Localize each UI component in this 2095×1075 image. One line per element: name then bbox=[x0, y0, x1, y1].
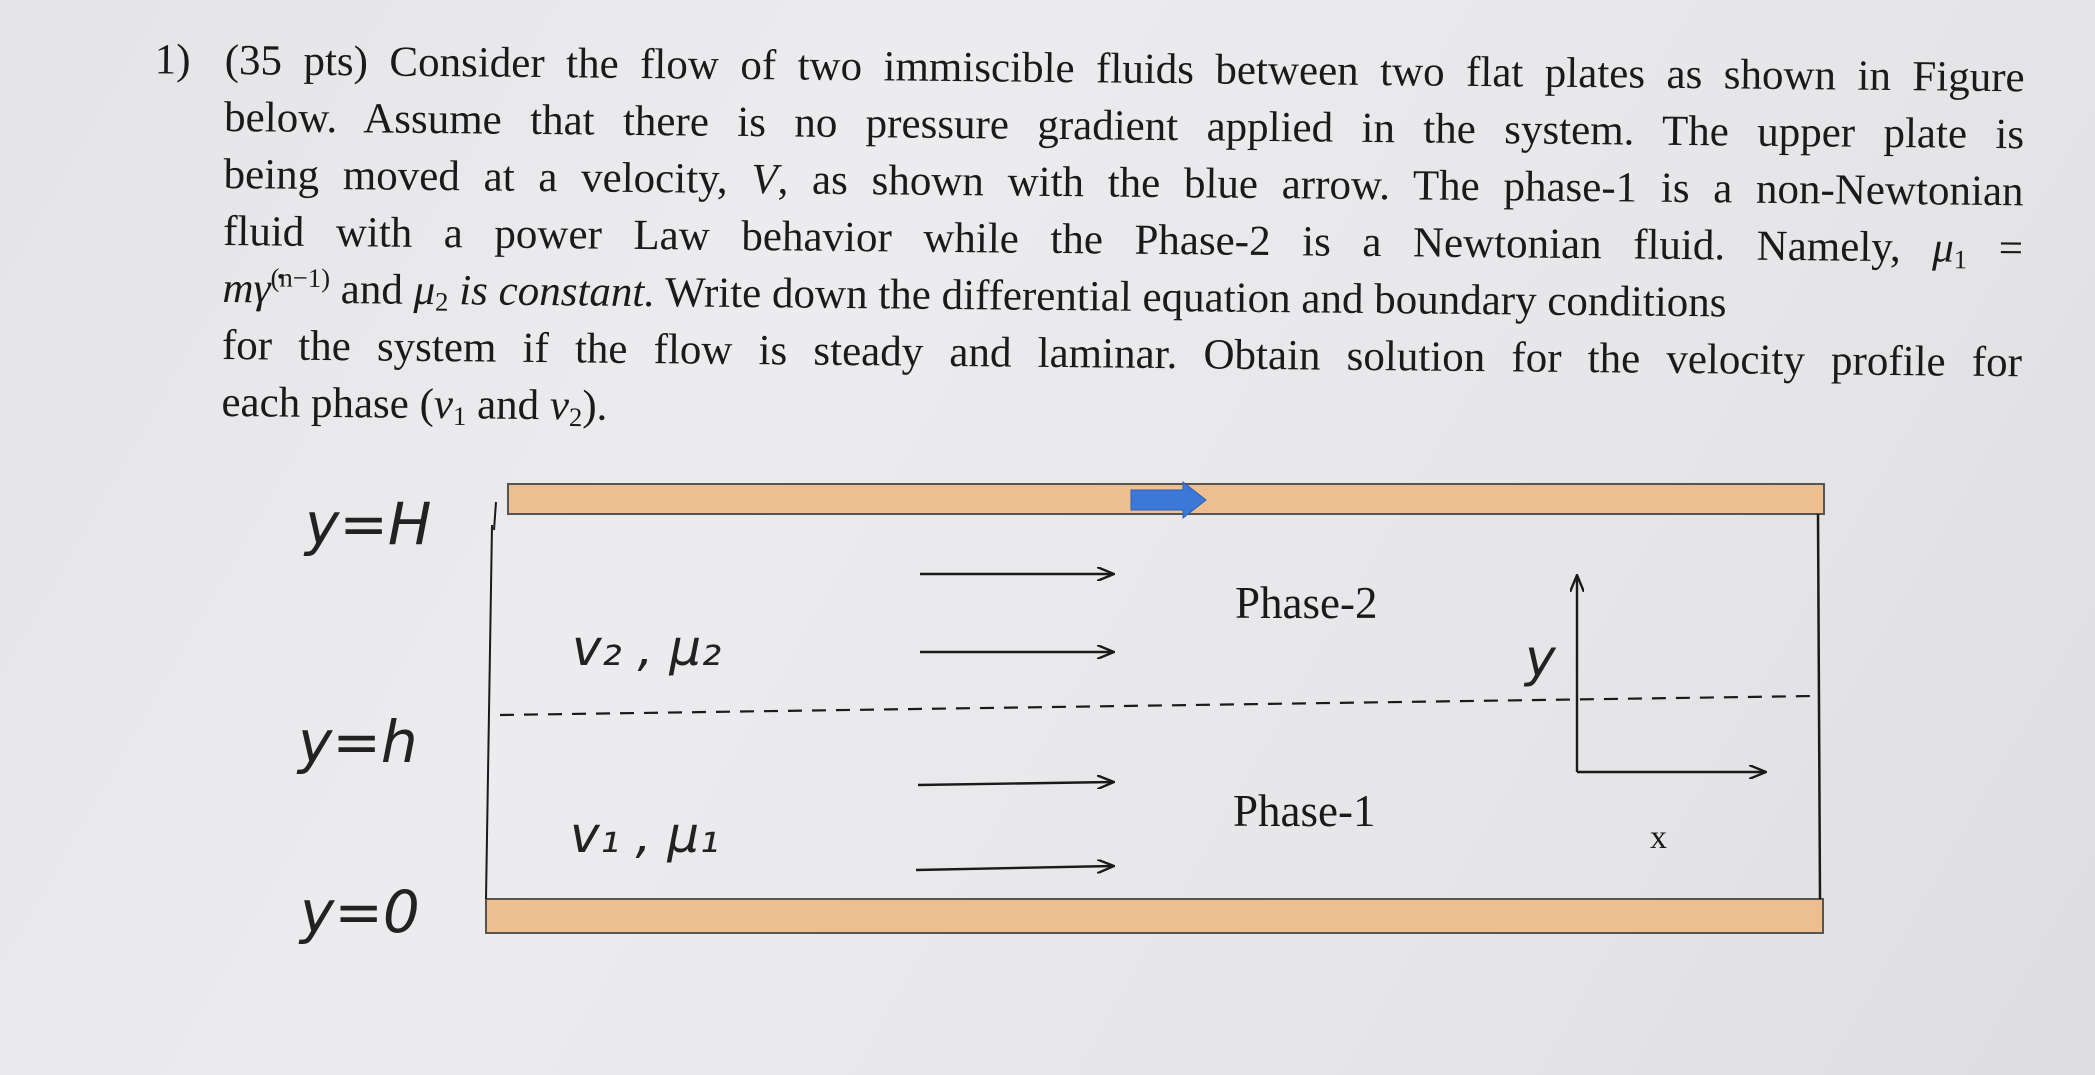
velocity-arrow-phase1-bottom bbox=[916, 866, 1113, 870]
and-word-2: and bbox=[466, 381, 551, 430]
question-number: 1) bbox=[154, 36, 191, 84]
equals-sign: = bbox=[1966, 224, 2024, 273]
phase1-variables: v₁ , μ₁ bbox=[570, 806, 720, 864]
left-wall bbox=[486, 525, 492, 899]
question-line-3a: being moved at a velocity, bbox=[223, 150, 752, 204]
question-line-6-text: for the system if the flow is steady and laminar. Obtain solution for the velocity profile for bbox=[221, 321, 2023, 387]
power-law-exponent: (n−1) bbox=[270, 262, 331, 294]
mu1-symbol: μ bbox=[1932, 224, 1955, 272]
and-word: and bbox=[329, 266, 414, 314]
question-line-7-end: ). bbox=[582, 382, 608, 430]
bottom-plate bbox=[486, 899, 1823, 933]
phase1-label: Phase-1 bbox=[1233, 786, 1376, 836]
mu1-subscript: 1 bbox=[1953, 244, 1968, 275]
label-y-equals-h: y=h bbox=[298, 708, 418, 776]
left-wall-top bbox=[494, 502, 496, 530]
mu2-symbol: μ bbox=[413, 266, 436, 315]
phase2-label: Phase-2 bbox=[1235, 578, 1378, 628]
question-line-2-text: below. Assume that there is no pressure gradient applied in the system. The upper plate is bbox=[223, 93, 2025, 159]
question-line-7a: each phase ( bbox=[221, 378, 435, 429]
velocity-symbol: V bbox=[751, 156, 778, 204]
v1-subscript: 1 bbox=[452, 400, 467, 431]
question-line-5-rest: Write down the differential equation and boundary conditions bbox=[654, 269, 1727, 327]
question-line-1-text: Consider the flow of two immiscible fluids between two flat plates as shown in Figure bbox=[389, 38, 2025, 102]
mu2-subscript: 2 bbox=[434, 286, 449, 317]
v2-symbol: v bbox=[549, 382, 570, 430]
axis-y-label: y bbox=[1525, 629, 1556, 689]
phase2-variables: v₂ , μ₂ bbox=[572, 619, 722, 677]
v2-subscript: 2 bbox=[568, 401, 583, 433]
power-law-expression: mγ̇ bbox=[222, 264, 271, 313]
question-points: (35 pts) bbox=[224, 36, 369, 86]
constant-phrase: is constant. bbox=[448, 267, 656, 317]
velocity-arrow-phase1-top bbox=[918, 782, 1113, 785]
question-line-4a: fluid with a power Law behavior while the Phase-2 is a Newtonian fluid. Namely, bbox=[222, 207, 1933, 272]
axis-x-label: x bbox=[1650, 819, 1667, 856]
v1-symbol: v bbox=[433, 381, 454, 429]
question-line-3b: , as shown with the blue arrow. The phase-1 is a non-Newtonian bbox=[777, 156, 2024, 216]
interface-line bbox=[500, 696, 1815, 715]
label-y-equals-0: y=0 bbox=[300, 878, 420, 946]
label-y-equals-H: y=H bbox=[305, 490, 432, 558]
right-wall bbox=[1818, 514, 1820, 899]
